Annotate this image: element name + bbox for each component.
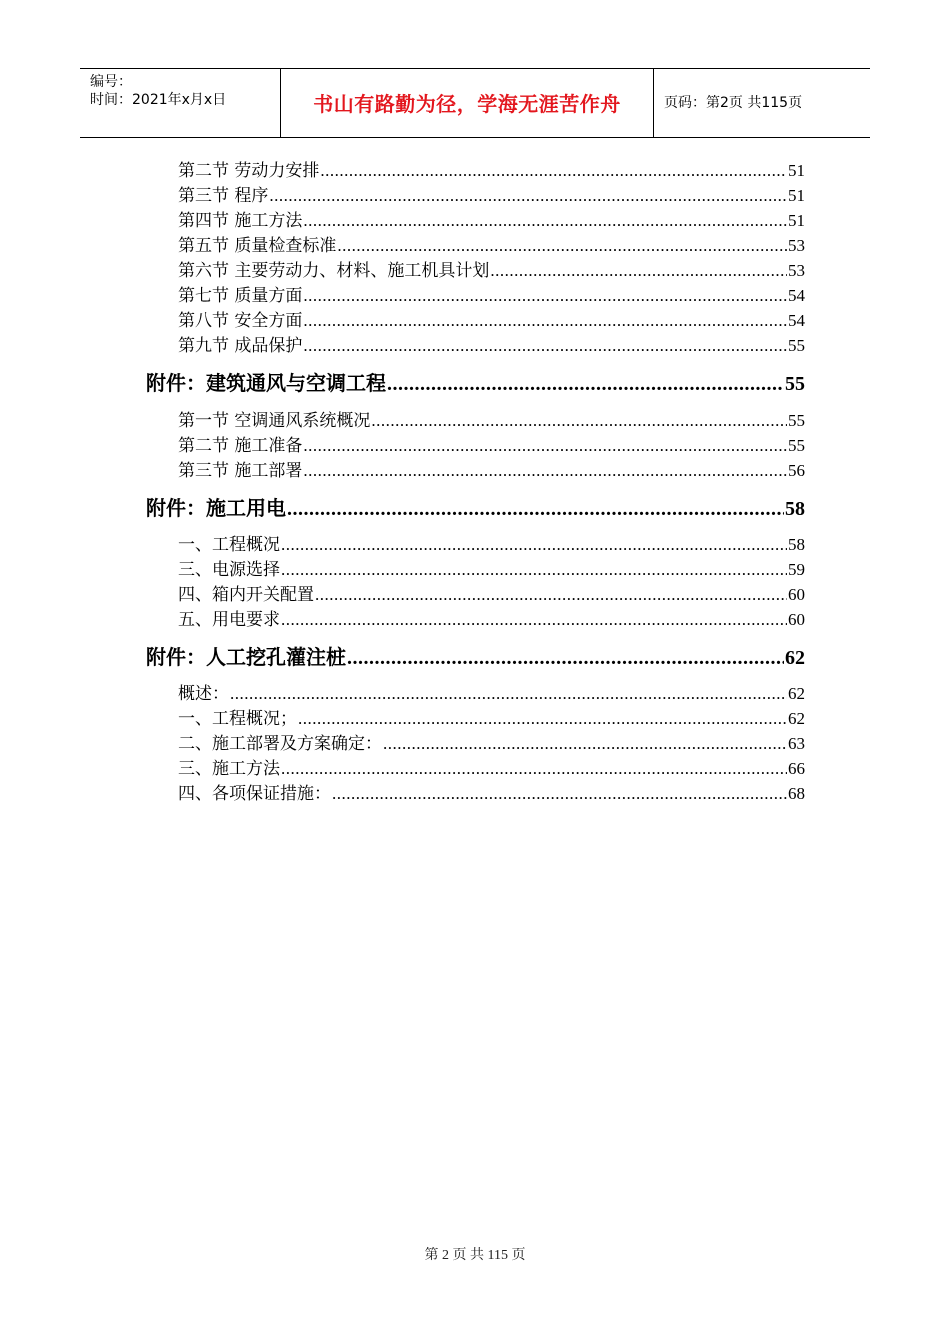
toc-entry-title: 附件：人工挖孔灌注桩 bbox=[146, 645, 346, 669]
toc-section-entry[interactable] bbox=[178, 183, 805, 208]
toc-dot-leader bbox=[281, 557, 787, 582]
toc-section-entry[interactable] bbox=[178, 582, 805, 607]
toc-entry-page-number: 51 bbox=[788, 211, 805, 230]
toc-entry-title: 第八节 安全方面 bbox=[178, 311, 303, 331]
page-footer: 第 2 页 共 115 页 bbox=[424, 1248, 526, 1263]
header-page-cell bbox=[654, 69, 870, 137]
toc-entry-page-number: 60 bbox=[788, 610, 805, 629]
toc-entry-title: 三、施工方法 bbox=[178, 759, 280, 779]
toc-entry-page-number: 55 bbox=[788, 336, 805, 355]
toc-entry-page-number: 62 bbox=[788, 684, 805, 703]
toc-entry-page-number: 53 bbox=[788, 236, 805, 255]
toc-chapter-entry[interactable] bbox=[146, 642, 805, 672]
toc-dot-leader bbox=[387, 369, 784, 399]
toc-entry-page-number: 51 bbox=[788, 161, 805, 180]
toc-entry-title: 三、电源选择 bbox=[178, 560, 280, 580]
toc-section-entry[interactable] bbox=[178, 258, 805, 283]
toc-entry-page-number: 53 bbox=[788, 261, 805, 280]
toc-dot-leader bbox=[332, 781, 787, 806]
toc-entry-page-number: 56 bbox=[788, 461, 805, 480]
toc-dot-leader bbox=[303, 433, 787, 458]
toc-entry-title: 四、各项保证措施： bbox=[178, 784, 331, 804]
toc-dot-leader bbox=[303, 333, 787, 358]
toc-entry-title: 第五节 质量检查标准 bbox=[178, 236, 337, 256]
toc-section-entry[interactable] bbox=[178, 706, 805, 731]
toc-dot-leader bbox=[337, 233, 787, 258]
toc-entry-page-number: 59 bbox=[788, 560, 805, 579]
toc-entry-title: 一、工程概况 bbox=[178, 535, 280, 555]
toc-entry-title: 第六节 主要劳动力、材料、施工机具计划 bbox=[178, 261, 490, 281]
toc-entry-page-number: 62 bbox=[785, 647, 805, 669]
toc-dot-leader bbox=[315, 582, 787, 607]
toc-entry-page-number: 55 bbox=[788, 411, 805, 430]
toc-dot-leader bbox=[303, 458, 787, 483]
toc-entry-page-number: 58 bbox=[785, 498, 805, 520]
toc-entry-page-number: 55 bbox=[788, 436, 805, 455]
toc-dot-leader bbox=[490, 258, 787, 283]
toc-section-entry[interactable] bbox=[178, 408, 805, 433]
toc-entry-title: 四、箱内开关配置 bbox=[178, 585, 314, 605]
toc-dot-leader bbox=[269, 183, 787, 208]
toc-section-entry[interactable] bbox=[178, 158, 805, 183]
toc-entry-page-number: 63 bbox=[788, 734, 805, 753]
toc-entry-page-number: 66 bbox=[788, 759, 805, 778]
toc-section-entry[interactable] bbox=[178, 283, 805, 308]
toc-section-entry[interactable] bbox=[178, 233, 805, 258]
toc-dot-leader bbox=[281, 756, 787, 781]
toc-entry-page-number: 54 bbox=[788, 286, 805, 305]
toc-entry-title: 附件：施工用电 bbox=[146, 496, 286, 520]
toc-dot-leader bbox=[303, 308, 787, 333]
toc-entry-page-number: 68 bbox=[788, 784, 805, 803]
toc-section-entry[interactable] bbox=[178, 532, 805, 557]
toc-entry-title: 附件：建筑通风与空调工程 bbox=[146, 371, 386, 395]
toc-entry-title: 第四节 施工方法 bbox=[178, 211, 303, 231]
toc-entry-title: 第一节 空调通风系统概况 bbox=[178, 411, 371, 431]
toc-section-entry[interactable] bbox=[178, 333, 805, 358]
toc-dot-leader bbox=[371, 408, 787, 433]
toc-section-entry[interactable] bbox=[178, 557, 805, 582]
toc-dot-leader bbox=[303, 283, 787, 308]
toc-entry-page-number: 62 bbox=[788, 709, 805, 728]
toc-section-entry[interactable] bbox=[178, 433, 805, 458]
toc-entry-title: 第二节 施工准备 bbox=[178, 436, 303, 456]
toc-section-entry[interactable] bbox=[178, 756, 805, 781]
document-time-label: 时间：2021年x月x日 bbox=[90, 92, 227, 108]
toc-dot-leader bbox=[230, 681, 787, 706]
toc-dot-leader bbox=[281, 607, 787, 632]
toc-section-entry[interactable] bbox=[178, 781, 805, 806]
toc-section-entry[interactable] bbox=[178, 681, 805, 706]
toc-entry-title: 第三节 施工部署 bbox=[178, 461, 303, 481]
toc-entry-title: 第三节 程序 bbox=[178, 186, 269, 206]
toc-entry-title: 二、施工部署及方案确定： bbox=[178, 734, 382, 754]
toc-dot-leader bbox=[287, 494, 784, 524]
toc-entry-title: 概述： bbox=[178, 684, 229, 704]
toc-entry-page-number: 55 bbox=[785, 373, 805, 395]
toc-entry-title: 第九节 成品保护 bbox=[178, 336, 303, 356]
page-header bbox=[80, 68, 870, 138]
header-motto: 书山有路勤为径，学海无涯苦作舟 bbox=[313, 92, 621, 116]
toc-dot-leader bbox=[347, 643, 784, 673]
toc-section-entry[interactable] bbox=[178, 308, 805, 333]
toc-dot-leader bbox=[281, 532, 787, 557]
toc-entry-page-number: 54 bbox=[788, 311, 805, 330]
document-number-label: 编号： bbox=[90, 74, 132, 90]
toc-entry-title: 五、用电要求 bbox=[178, 610, 280, 630]
toc-section-entry[interactable] bbox=[178, 208, 805, 233]
toc-entry-page-number: 51 bbox=[788, 186, 805, 205]
toc-entry-page-number: 60 bbox=[788, 585, 805, 604]
toc-dot-leader bbox=[298, 706, 787, 731]
toc-section-entry[interactable] bbox=[178, 458, 805, 483]
toc-entry-title: 第二节 劳动力安排 bbox=[178, 161, 320, 181]
header-info-cell bbox=[80, 69, 281, 137]
toc-section-entry[interactable] bbox=[178, 731, 805, 756]
toc-entry-title: 一、工程概况； bbox=[178, 709, 297, 729]
header-motto-cell bbox=[281, 69, 654, 137]
toc-dot-leader bbox=[303, 208, 787, 233]
toc-entry-title: 第七节 质量方面 bbox=[178, 286, 303, 306]
toc-section-entry[interactable] bbox=[178, 607, 805, 632]
toc-chapter-entry[interactable] bbox=[146, 493, 805, 523]
toc-chapter-entry[interactable] bbox=[146, 368, 805, 398]
toc-dot-leader bbox=[320, 158, 787, 183]
toc-entry-page-number: 58 bbox=[788, 535, 805, 554]
header-page-code: 页码：第2页 共115页 bbox=[664, 95, 803, 111]
toc-dot-leader bbox=[383, 731, 787, 756]
